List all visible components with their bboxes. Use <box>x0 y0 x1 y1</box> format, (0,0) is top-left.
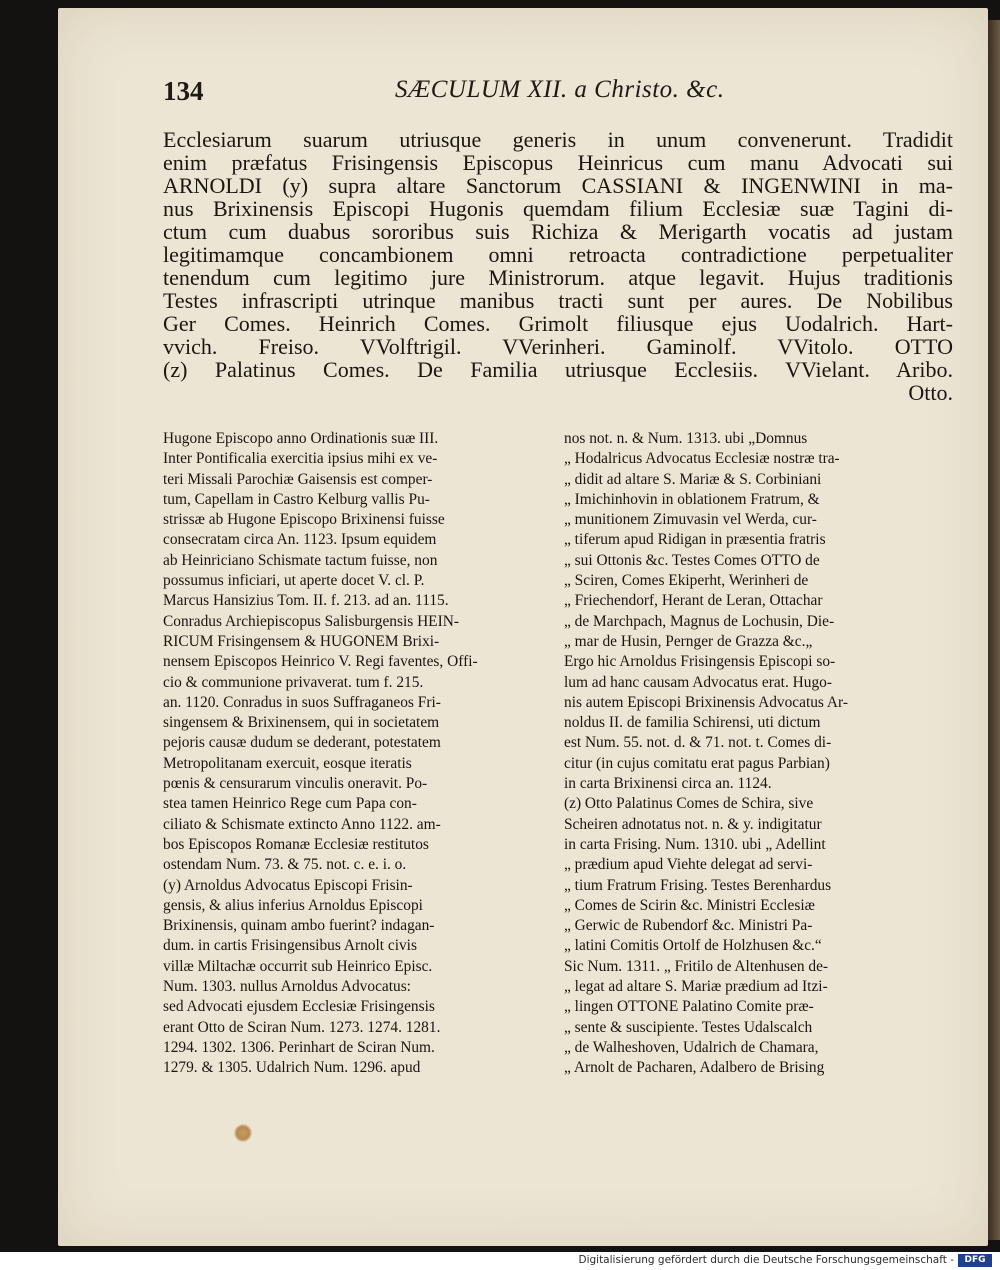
footnote-line: pœnis & censurarum vinculis oneravit. Po- <box>163 775 428 793</box>
footnote-line: strissæ ab Hugone Episcopo Brixinensi fuisse <box>163 511 445 529</box>
main-text-line: (z) Palatinus Comes. De Familia utriusque Ecclesiis. VVielant. Aribo. <box>163 357 953 382</box>
main-text-line: Otto. <box>908 380 953 405</box>
footnote-line: sed Advocati ejusdem Ecclesiæ Frisingensis <box>163 998 435 1016</box>
footnote-line: Num. 1303. nullus Arnoldus Advocatus: <box>163 978 411 996</box>
book-edge <box>988 20 1000 1240</box>
footnote-line: „ legat ad altare S. Mariæ prædium ad Itzi- <box>564 978 828 996</box>
footnote-line: 1279. & 1305. Udalrich Num. 1296. apud <box>163 1059 421 1077</box>
footnote-line: „ Sciren, Comes Ekiperht, Werinheri de <box>564 572 809 590</box>
footnote-line: villæ Miltachæ occurrit sub Heinrico Episc. <box>163 957 433 975</box>
footnote-line: „ Friechendorf, Herant de Leran, Ottachar <box>564 592 823 610</box>
footnote-line: possumus inficiari, ut aperte docet V. cl. P. <box>163 572 425 590</box>
footnote-line: Conradus Archiepiscopus Salisburgensis HEIN- <box>163 612 459 630</box>
footnote-line: Sic Num. 1311. „ Fritilo de Altenhusen de- <box>564 957 829 975</box>
main-text-line: vvich. Freiso. VVolftrigil. VVerinheri. Gaminolf. VVitolo. OTTO <box>163 334 953 359</box>
footnote-line: „ latini Comitis Ortolf de Holzhusen &c.“ <box>564 937 822 955</box>
footnote-line: pejoris causæ dudum se dederant, potestatem <box>163 734 441 752</box>
footnote-line: „ tiferum apud Ridigan in præsentia fratris <box>564 531 826 549</box>
footnote-line: „ Gerwic de Rubendorf &c. Ministri Pa- <box>564 917 813 935</box>
footnote-line: „ tium Fratrum Frising. Testes Berenhardus <box>564 876 832 894</box>
footnote-line: gensis, & alius inferius Arnoldus Episcopi <box>163 896 423 914</box>
footnote-line: Metropolitanam exercuit, eosque iteratis <box>163 754 412 772</box>
footnotes-right-column <box>564 429 948 1079</box>
footnote-line: in carta Frising. Num. 1310. ubi „ Adellint <box>564 835 826 853</box>
footnote-line: dum. in cartis Frisingensibus Arnolt civis <box>163 937 417 955</box>
footnote-line: 1294. 1302. 1306. Perinhart de Sciran Num. <box>163 1038 435 1056</box>
footnote-line: cio & communione privaverat. tum f. 215. <box>163 673 424 691</box>
footer-credit: Digitalisierung gefördert durch die Deutsche Forschungsgemeinschaft - <box>578 1254 954 1266</box>
footnote-line: noldus II. de familia Schirensi, uti dictum <box>564 714 821 732</box>
footnote-line: „ Arnolt de Pacharen, Adalbero de Brising <box>564 1059 825 1077</box>
footnote-line: „ mar de Husin, Pernger de Grazza &c.„ <box>564 632 813 650</box>
footnote-line: ostendam Num. 73. & 75. not. c. e. i. o. <box>163 856 407 874</box>
footnote-line: RICUM Frisingensem & HUGONEM Brixi- <box>163 632 440 650</box>
main-text-block <box>163 128 953 404</box>
footnote-line: (y) Arnoldus Advocatus Episcopi Frisin- <box>163 876 413 894</box>
footnote-line: tum, Capellam in Castro Kelburg vallis Pu- <box>163 490 430 508</box>
main-text-line: enim præfatus Frisingensis Episcopus Heinricus cum manu Advocati sui <box>163 150 953 175</box>
footnote-line: „ lingen OTTONE Palatino Comite præ- <box>564 998 814 1016</box>
footnote-line: „ prædium apud Viehte delegat ad servi- <box>564 856 813 874</box>
footnote-line: „ sui Ottonis &c. Testes Comes OTTO de <box>564 551 820 569</box>
page-header <box>163 76 953 106</box>
footnote-line: nis autem Episcopi Brixinensis Advocatus Ar- <box>564 693 848 711</box>
main-text-line: nus Brixinensis Episcopi Hugonis quemdam filium Ecclesiæ suæ Tagini di- <box>163 196 953 221</box>
footnote-line: „ Comes de Scirin &c. Ministri Ecclesiæ <box>564 896 815 914</box>
dfg-logo: DFG <box>958 1254 992 1267</box>
footnote-line: erant Otto de Sciran Num. 1273. 1274. 1281. <box>163 1018 441 1036</box>
footnote-line: „ de Marchpach, Magnus de Lochusin, Die- <box>564 612 835 630</box>
footnote-line: Inter Pontificalia exercitia ipsius mihi ex ve- <box>163 450 438 468</box>
main-text-line: Ecclesiarum suarum utriusque generis in unum convenerunt. Tradidit <box>163 127 953 152</box>
footnote-line: nensem Episcopos Heinrico V. Regi faventes, Offi- <box>163 653 478 671</box>
main-text-line: Testes infrascripti utrinque manibus tracti sunt per aures. De Nobilibus <box>163 288 953 313</box>
page-number: 134 <box>163 76 204 106</box>
footnote-line: ab Heinriciano Schismate tactum fuisse, non <box>163 551 438 569</box>
footnote-line: stea tamen Heinrico Rege cum Papa con- <box>163 795 417 813</box>
footnote-line: consecratam circa An. 1123. Ipsum equidem <box>163 531 437 549</box>
paper-stain <box>234 1124 252 1142</box>
footnote-line: „ Imichinhovin in oblationem Fratrum, & <box>564 490 820 508</box>
main-text-line: Ger Comes. Heinrich Comes. Grimolt filiusque ejus Uodalrich. Hart- <box>163 311 953 336</box>
running-head: SÆCULUM XII. a Christo. &c. <box>395 76 725 103</box>
footnote-line: „ didit ad altare S. Mariæ & S. Corbiniani <box>564 470 822 488</box>
footnote-line: „ Hodalricus Advocatus Ecclesiæ nostræ tra- <box>564 450 840 468</box>
footnote-line: teri Missali Parochiæ Gaisensis est comper- <box>163 470 433 488</box>
footnote-line: bos Episcopos Romanæ Ecclesiæ restitutos <box>163 835 429 853</box>
footnote-line: Brixinensis, quinam ambo fuerint? indagan- <box>163 917 435 935</box>
footnotes-left-column <box>163 429 547 1079</box>
footnote-line: „ munitionem Zimuvasin vel Werda, cur- <box>564 511 817 529</box>
footnote-line: (z) Otto Palatinus Comes de Schira, sive <box>564 795 814 813</box>
footnote-line: Scheiren adnotatus not. n. & y. indigitatur <box>564 815 822 833</box>
main-text-line: ctum cum duabus sororibus suis Richiza & Merigarth vocatis ad justam <box>163 219 953 244</box>
footnote-line: nos not. n. & Num. 1313. ubi „Domnus <box>564 430 808 447</box>
footnote-line: Marcus Hansizius Tom. II. f. 213. ad an. 1115. <box>163 592 449 610</box>
main-text-line: tenendum cum legitimo jure Ministrorum. atque legavit. Hujus traditionis <box>163 265 953 290</box>
footnote-line: singensem & Brixinensem, qui in societatem <box>163 714 440 732</box>
footnote-line: lum ad hanc causam Advocatus erat. Hugo- <box>564 673 832 691</box>
footnote-line: est Num. 55. not. d. & 71. not. t. Comes di- <box>564 734 832 752</box>
footnote-line: „ sente & suscipiente. Testes Udalscalch <box>564 1018 813 1036</box>
footnote-line: an. 1120. Conradus in suos Suffraganeos Fri- <box>163 693 441 711</box>
footnote-line: ciliato & Schismate extincto Anno 1122. am- <box>163 815 441 833</box>
footnote-line: in carta Brixinensi circa an. 1124. <box>564 775 772 793</box>
footnote-line: Ergo hic Arnoldus Frisingensis Episcopi so- <box>564 653 836 671</box>
main-text-line: legitimamque concambionem omni retroacta contradictione perpetualiter <box>163 242 953 267</box>
footnote-line: citur (in cujus comitatu erat pagus Parbian) <box>564 754 830 772</box>
footnote-line: „ de Walheshoven, Udalrich de Chamara, <box>564 1038 819 1056</box>
footnote-line: Hugone Episcopo anno Ordinationis suæ III. <box>163 430 439 447</box>
main-text-line: ARNOLDI (y) supra altare Sanctorum CASSIANI & INGENWINI in ma- <box>163 173 953 198</box>
footer-bar <box>0 1252 1000 1270</box>
